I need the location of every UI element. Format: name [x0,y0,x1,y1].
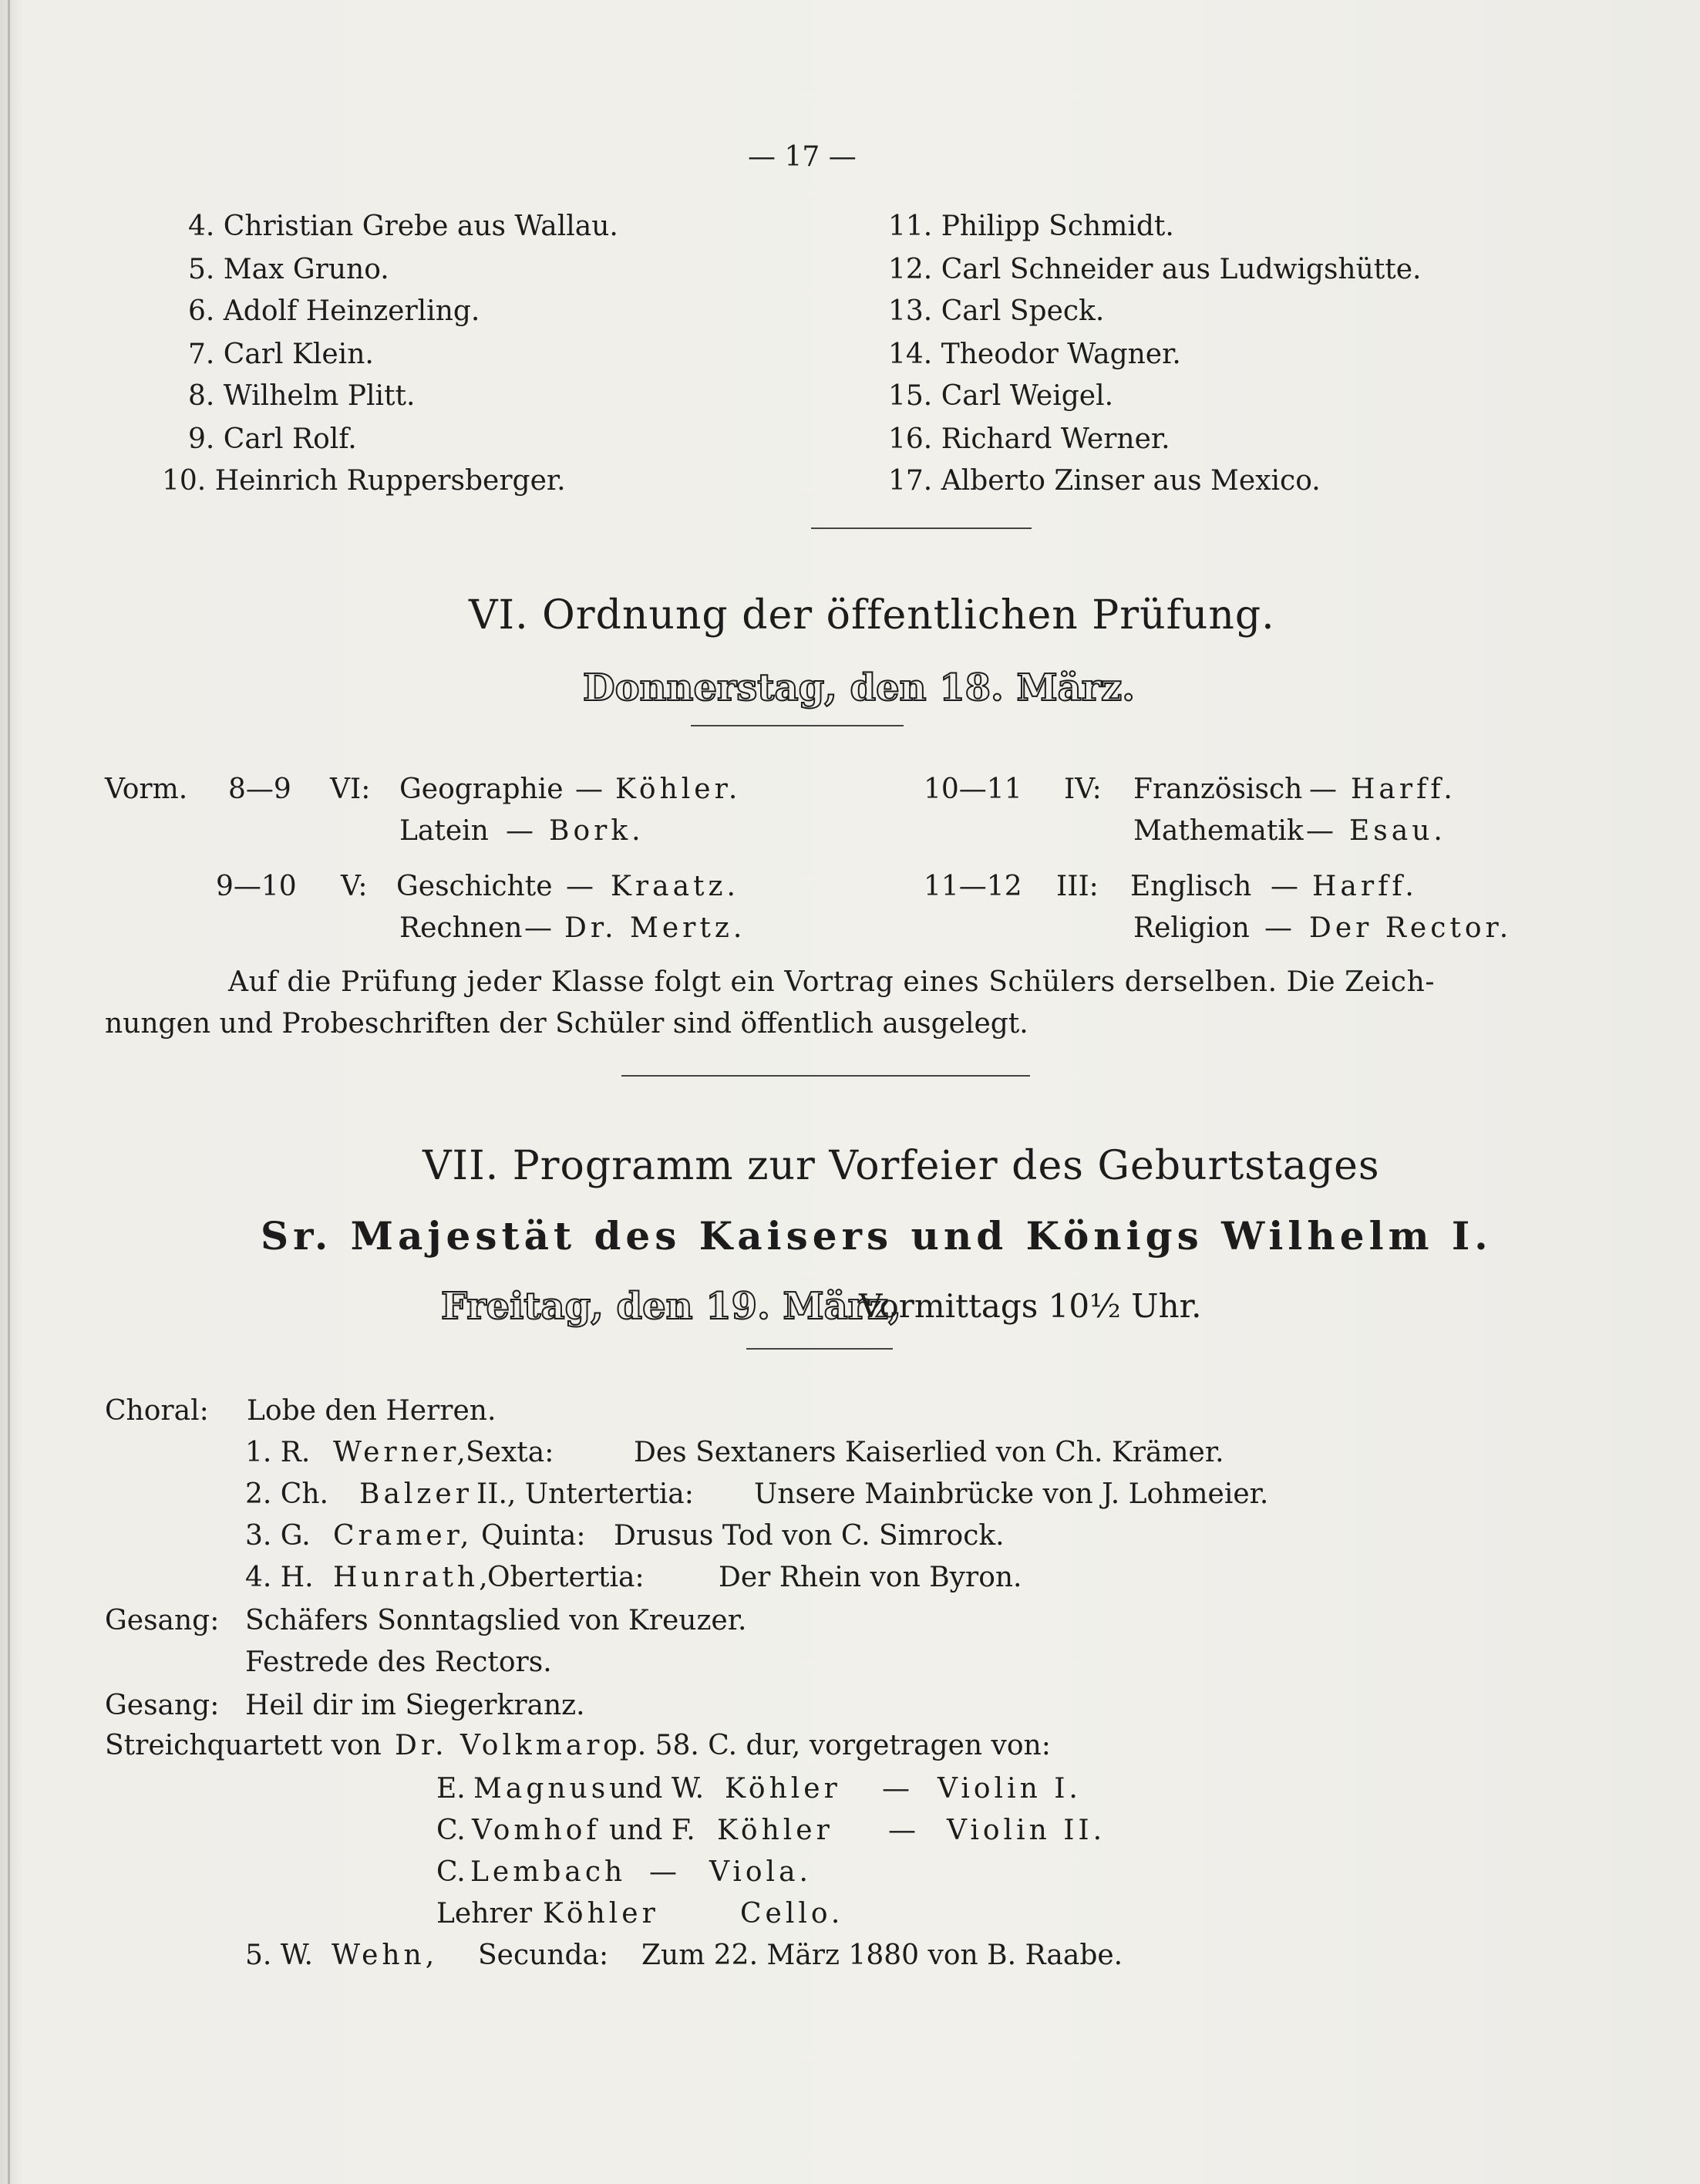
program-work: Drusus Tod von C. Simrock. [614,1520,1005,1552]
program-form: Obertertia: [487,1562,645,1593]
section-vii-time: Vormittags 10½ Uhr. [859,1287,1202,1325]
program-text: Festrede des Rectors. [245,1646,552,1678]
subject: Religion [1133,912,1250,944]
performer-part: Violin II. [947,1815,1106,1846]
performer-initial: C. [436,1856,466,1888]
dash: — [888,1815,916,1846]
list-item: 9. Carl Rolf. [188,423,357,455]
dash: — [1264,912,1292,944]
program-form: Secunda: [478,1940,609,1971]
performer-part: Viola. [709,1856,812,1888]
dash: — [524,912,552,944]
section-vii-majesty: Sr. Majestät des Kaisers und Königs Wilhelm I. [261,1213,1493,1259]
divider [691,725,904,726]
exam-note-line2: nungen und Probeschriften der Schüler sind öffentlich ausgelegt. [105,1008,1028,1040]
time-slot: 8—9 [228,774,291,805]
performer-name: Köhler [725,1773,841,1805]
subject: Geographie [399,774,564,805]
program-num: 2. Ch. [245,1478,328,1510]
divider [746,1348,893,1350]
program-work: Der Rhein von Byron. [719,1562,1022,1593]
performer-name: Vomhof [472,1815,601,1846]
performer-part: Cello. [740,1898,844,1930]
teacher: Harff. [1351,774,1456,805]
class-label: III: [1056,871,1099,902]
list-item: 15. Carl Weigel. [888,380,1114,412]
teacher: Köhler. [615,774,742,805]
program-form: Quinta: [481,1520,586,1552]
subject: Französisch [1133,774,1303,805]
program-work: Unsere Mainbrücke von J. Lohmeier. [754,1478,1269,1510]
program-text: Lobe den Herren. [247,1395,497,1427]
dash: — [649,1856,677,1888]
dash: — [575,774,603,805]
subject: Geschichte [396,871,553,902]
performer-initial: C. [436,1815,466,1846]
section-vi-title: VI. Ordnung der öffentlichen Prüfung. [469,592,1275,639]
performer-title: Lehrer [436,1898,533,1930]
time-slot: 11—12 [924,871,1022,902]
performer-name: Köhler [543,1898,659,1930]
list-item: 8. Wilhelm Plitt. [188,380,416,412]
vorm-label: Vorm. [105,774,188,805]
performer-initial: E. [436,1773,466,1805]
performer-name: Lembach [470,1856,627,1888]
subject: Mathematik [1133,815,1304,847]
program-name: Cramer, [333,1520,473,1552]
section-vii-title: VII. Programm zur Vorfeier des Geburtstages [422,1143,1380,1189]
list-item: 16. Richard Werner. [888,423,1170,455]
performer-conj: und W. [609,1773,705,1805]
class-label: IV: [1064,774,1102,805]
list-item: 11. Philipp Schmidt. [888,211,1174,242]
page-edge [8,0,10,2184]
program-work: Zum 22. März 1880 von B. Raabe. [641,1940,1123,1971]
subject: Englisch [1130,871,1252,902]
class-label: VI: [330,774,371,805]
program-form: Sexta: [466,1437,554,1468]
program-label: Gesang: [105,1690,220,1721]
teacher: Esau. [1349,815,1446,847]
program-work: Des Sextaners Kaiserlied von Ch. Krämer. [634,1437,1224,1468]
class-label: V: [341,871,368,902]
divider [621,1075,1030,1077]
dash: — [1306,815,1334,847]
page-number: — 17 — [748,141,857,173]
program-label: Choral: [105,1395,209,1427]
dash: — [566,871,594,902]
program-name: Werner, [333,1437,470,1468]
list-item: 17. Alberto Zinser aus Mexico. [888,465,1321,497]
list-item: 5. Max Gruno. [188,254,389,285]
list-item: 13. Carl Speck. [888,295,1105,327]
program-num: 3. G. [245,1520,311,1552]
performer-name: Magnus [473,1773,610,1805]
dash: — [1271,871,1298,902]
exam-note-line1: Auf die Prüfung jeder Klasse folgt ein Vortrag eines Schülers derselben. Die Zeich- [228,966,1436,998]
quartet-composer: Dr. Volkmar [395,1730,604,1761]
program-num: 1. R. [245,1437,311,1468]
quartet-details: op. 58. C. dur, vorgetragen von: [603,1730,1051,1761]
time-slot: 9—10 [216,871,297,902]
list-item: 4. Christian Grebe aus Wallau. [188,211,618,242]
list-item: 14. Theodor Wagner. [888,339,1181,370]
performer-name: Köhler [717,1815,833,1846]
performer-conj: und F. [609,1815,695,1846]
teacher: Der Rector. [1309,912,1513,944]
performer-part: Violin I. [938,1773,1082,1805]
dash: — [506,815,534,847]
teacher: Dr. Mertz. [564,912,746,944]
time-slot: 10—11 [924,774,1022,805]
subject: Rechnen [399,912,523,944]
list-item: 10. Heinrich Ruppersberger. [162,465,566,497]
dash: — [1309,774,1337,805]
section-vi-date: Donnerstag, den 18. März. [583,666,1135,709]
section-vii-date: Freitag, den 19. März, [441,1285,901,1328]
quartet-intro: Streichquartett von [105,1730,382,1761]
program-label: Gesang: [105,1605,220,1636]
program-name: Balzer [359,1478,473,1510]
program-num: 5. W. [245,1940,313,1971]
divider [811,527,1032,529]
program-name: Wehn, [332,1940,439,1971]
program-form: II., Untertertia: [476,1478,694,1510]
program-text: Heil dir im Siegerkranz. [245,1690,585,1721]
teacher: Bork. [549,815,645,847]
teacher: Kraatz. [611,871,739,902]
program-num: 4. H. [245,1562,314,1593]
dash: — [882,1773,910,1805]
teacher: Harff. [1312,871,1418,902]
list-item: 7. Carl Klein. [188,339,374,370]
program-name: Hunrath, [333,1562,492,1593]
subject: Latein [399,815,489,847]
program-text: Schäfers Sonntagslied von Kreuzer. [245,1605,747,1636]
list-item: 12. Carl Schneider aus Ludwigshütte. [888,254,1422,285]
list-item: 6. Adolf Heinzerling. [188,295,480,327]
